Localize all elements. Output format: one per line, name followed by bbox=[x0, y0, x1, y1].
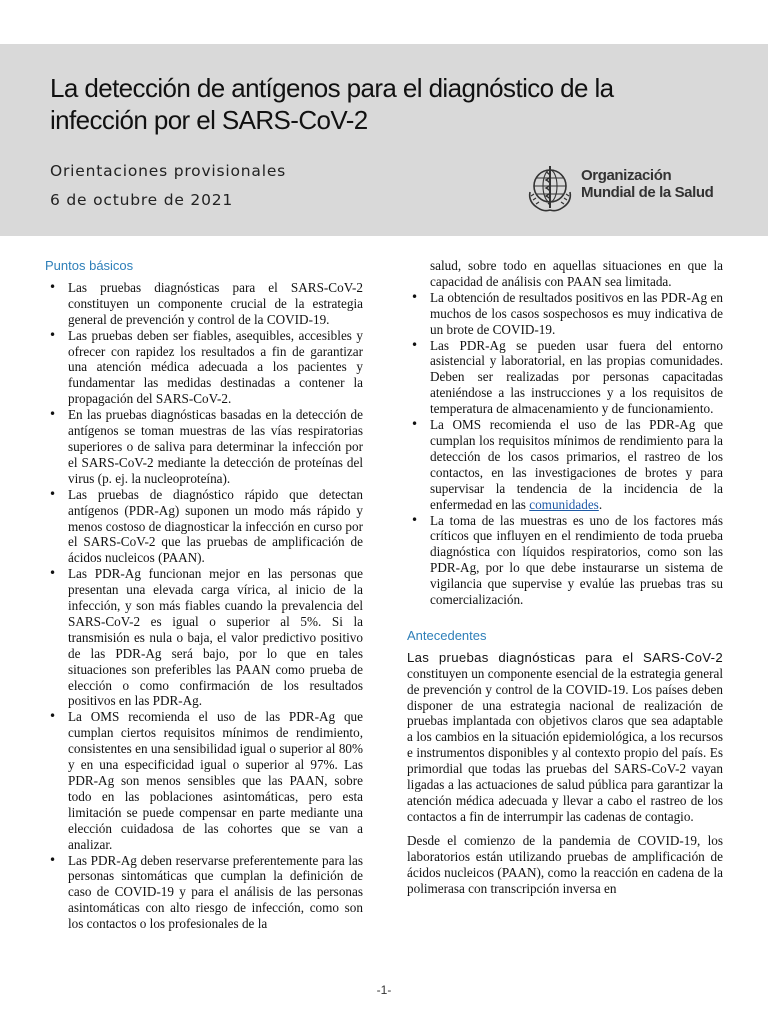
paragraph bbox=[407, 650, 723, 825]
list-item: • Las PDR-Ag se pueden usar fuera del entorno asistencial y laboratorial, en las propias comunidades. Deben ser realizadas por personas capacitadas ateniéndose a las instrucciones y a los requisitos de temperatura de almacenamiento y de funcionamiento. bbox=[407, 338, 723, 418]
key-points-list-continued bbox=[407, 258, 723, 608]
who-logo bbox=[524, 162, 724, 212]
section-heading-puntos-basicos: Puntos básicos bbox=[45, 258, 134, 273]
who-org-name bbox=[581, 167, 713, 201]
comunidades-link[interactable]: comunidades bbox=[529, 496, 599, 512]
list-item: • La toma de las muestras es uno de los factores más críticos que influyen en el rendimiento de toda prueba diagnóstica con líquidos respiratorios, como son las PDR-Ag, por lo que debe instaurarse un sistema de vigilancia que supervise y evalúe las pruebas tras su comercialización. bbox=[407, 513, 723, 608]
list-item: • Las pruebas de diagnóstico rápido que detectan antígenos (PDR-Ag) suponen un modo más rápido y menos costoso de diagnosticar la infección en curso por el SARS-CoV-2 que las pruebas de amplificación de ácidos nucleicos (PAAN). bbox=[45, 487, 363, 567]
left-column bbox=[45, 252, 363, 932]
list-item-text: La OMS recomienda el uso de las PDR-Ag que cumplan los requisitos mínimos de rendimiento para la detección de los casos primarios, el rastreo de los contactos, en las investigaciones de brotes y para supervisar la tendencia de la incidencia de la enfermedad en las bbox=[430, 417, 723, 512]
who-emblem-icon bbox=[524, 162, 576, 214]
page-number: -1- bbox=[376, 983, 392, 997]
list-item: • En las pruebas diagnósticas basadas en la detección de antígenos se toman muestras de las vías respiratorias superiores o de saliva para determinar la infección por el SARS-CoV-2 mediante la detección de proteínas del virus (p. ej. la nucleoproteína). bbox=[45, 407, 363, 487]
paragraph-lead: Las pruebas diagnósticas para el SARS-CoV-2 bbox=[407, 649, 723, 665]
key-points-list bbox=[45, 280, 363, 932]
paragraph: Desde el comienzo de la pandemia de COVID-19, los laboratorios están utilizando pruebas de amplificación de ácidos nucleicos (PAAN), como la reacción en cadena de la polimerasa con transcripción inversa en bbox=[407, 832, 723, 896]
list-item bbox=[407, 417, 723, 512]
section-heading-antecedentes: Antecedentes bbox=[407, 627, 487, 643]
list-item: • Las PDR-Ag funcionan mejor en las personas que presentan una elevada carga vírica, al inicio de la infección, y son más fiables cuando la prevalencia del SARS-CoV-2 es igual o superior al 5%. Si la transmisión es nula o baja, el valor predictivo positivo de las PDR-Ag será bajo, por lo que en tales situaciones son preferibles las PAAN como prueba de elección o como confirmación de los resultados positivos en las PDR-Ag. bbox=[45, 566, 363, 709]
document-subtitle: Orientaciones provisionales bbox=[50, 162, 287, 180]
header-band bbox=[0, 44, 768, 236]
list-item: • Las PDR-Ag deben reservarse preferentemente para las personas sintomáticas que cumplan la definición de caso de COVID-19 y para el análisis de las personas asintomáticas con alto riesgo de infección, como son los contactos o los profesionales de la bbox=[45, 853, 363, 933]
paragraph-body: constituyen un componente esencial de la estrategia general de prevención y control de la COVID-19. Los países deben disponer de una estrategia nacional de realización de pruebas implantada con objetivos claros que sea adaptable a los cambios en la situación epidemiológica, a los recursos e instrumentos disponibles y al contexto propio del país. Es primordial que todas las pruebas del SARS-CoV-2 vayan ligadas a las actuaciones de salud pública para garantizar la atención médica adecuada y llevar a cabo el rastreo de los contactos a fin de interrumpir las cadenas de contagio. bbox=[407, 665, 723, 824]
who-org-line2: Mundial de la Salud bbox=[581, 184, 714, 201]
list-item: • Las pruebas diagnósticas para el SARS-CoV-2 constituyen un componente crucial de la estrategia general de prevención y control de la COVID-19. bbox=[45, 280, 363, 328]
list-item: • La OMS recomienda el uso de las PDR-Ag que cumplan ciertos requisitos mínimos de rendimiento, consistentes en una sensibilidad igual o superior al 80% y en una especificidad igual o superior al 97%. Las PDR-Ag son menos sensibles que las PAAN, sobre todo en las poblaciones asintomáticas, pero esta limitación se puede compensar en parte mediante una elección cuidadosa de las cohortes que se van a analizar. bbox=[45, 709, 363, 852]
list-item-continuation: salud, sobre todo en aquellas situaciones en que la capacidad de análisis con PAAN sea limitada. bbox=[430, 258, 723, 289]
right-column bbox=[407, 258, 723, 904]
who-org-line1: Organización bbox=[581, 167, 672, 184]
link-suffix: . bbox=[598, 496, 603, 512]
document-title: La detección de antígenos para el diagnóstico de la infección por el SARS-CoV-2 bbox=[50, 73, 614, 135]
list-item: • Las pruebas deben ser fiables, asequibles, accesibles y ofrecer con rapidez los resultados a fin de garantizar una atención médica adecuada a los pacientes y fundamentar las medidas destinadas a contener la propagación del SARS-CoV-2. bbox=[45, 328, 363, 408]
document-date: 6 de octubre de 2021 bbox=[50, 191, 234, 209]
list-item: • La obtención de resultados positivos en las PDR-Ag en muchos de los casos sospechosos es muy indicativa de un brote de COVID-19. bbox=[407, 290, 723, 338]
